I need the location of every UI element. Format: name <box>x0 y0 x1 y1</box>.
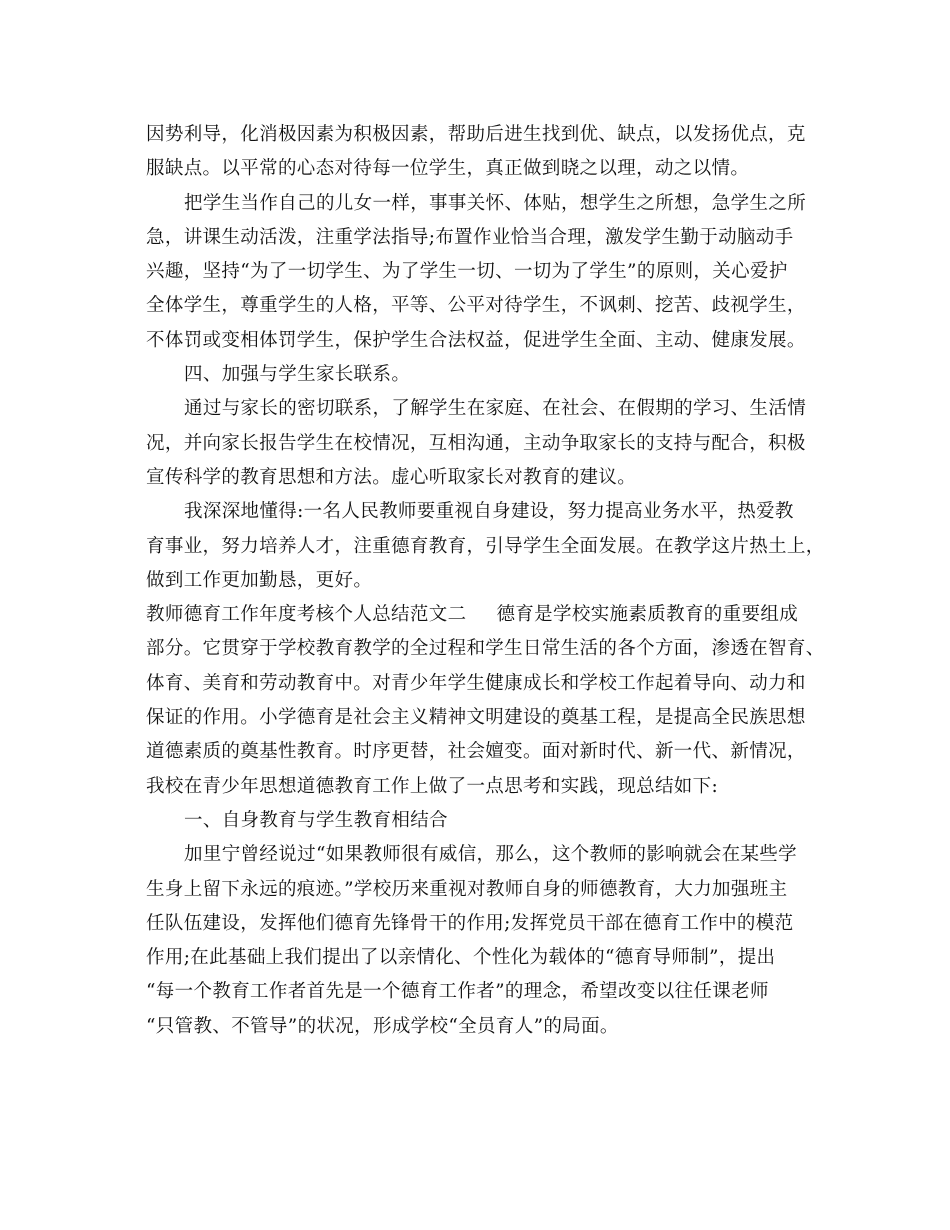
paragraph-start-line: 把学生当作自己的儿女一样，事事关怀、体贴，想学生之所想，急学生之所 <box>184 192 807 214</box>
paragraph-start-line: 加里宁曾经说过“如果教师很有威信，那么，这个教师的影响就会在某些学 <box>184 844 798 866</box>
text-line: “只管教、不管导”的状况，形成学校“全员育人”的局面。 <box>146 1015 619 1037</box>
text-line: 全体学生，尊重学生的人格，平等、公平对待学生，不讽刺、挖苦、歧视学生， <box>146 295 806 317</box>
text-line: 任队伍建设，发挥他们德育先锋骨干的作用;发挥党员干部在德育工作中的模范 <box>146 912 794 934</box>
text-line: 部分。它贯穿于学校教育教学的全过程和学生日常生活的各个方面，渗透在智育、 <box>146 638 825 660</box>
text-line: 服缺点。以平常的心态对待每一位学生，真正做到晓之以理，动之以情。 <box>146 158 750 180</box>
text-line: 我校在青少年思想道德教育工作上做了一点思考和实践，现总结如下: <box>146 775 719 797</box>
text-line: 急，讲课生动活泼，注重学法指导;布置作业恰当合理，激发学生勤于动脑动手 <box>146 226 794 248</box>
text-line: 道德素质的奠基性教育。时序更替，社会嬗变。面对新时代、新一代、新情况， <box>146 741 806 763</box>
document-body <box>146 118 825 1044</box>
text-line: 育事业，努力培养人才，注重德育教育，引导学生全面发展。在教学这片热土上， <box>146 535 825 557</box>
text-line: 保证的作用。小学德育是社会主义精神文明建设的奠基工程，是提高全民族思想 <box>146 707 806 729</box>
paragraph-start-line: 通过与家长的密切联系，了解学生在家庭、在社会、在假期的学习、生活情 <box>184 398 807 420</box>
text-line: 兴趣，坚持“为了一切学生、为了学生一切、一切为了学生”的原则，关心爱护 <box>146 261 788 283</box>
text-line: “每一个教育工作者首先是一个德育工作者”的理念，希望改变以往任课老师 <box>146 981 769 1003</box>
section-heading: 一、自身教育与学生教育相结合 <box>184 809 448 831</box>
text-line: 做到工作更加勤恳，更好。 <box>146 569 373 591</box>
text-line: 不体罚或变相体罚学生，保护学生合法权益，促进学生全面、主动、健康发展。 <box>146 329 806 351</box>
title-line <box>146 598 806 632</box>
text-line: 体育、美育和劳动教育中。对青少年学生健康成长和学校工作起着导向、动力和 <box>146 672 806 694</box>
article-title: 教师德育工作年度考核个人总结范文二 <box>146 604 467 626</box>
text-line: 况，并向家长报告学生在校情况，互相沟通，主动争取家长的支持与配合，积极 <box>146 432 806 454</box>
article-intro: 德育是学校实施素质教育的重要组成 <box>496 604 799 626</box>
text-line: 作用;在此基础上我们提出了以亲情化、个性化为载体的“德育导师制”，提出 <box>146 947 776 969</box>
text-line: 因势利导，化消极因素为积极因素，帮助后进生找到优、缺点，以发扬优点，克 <box>146 124 806 145</box>
section-heading: 四、加强与学生家长联系。 <box>184 364 411 386</box>
text-line: 宣传科学的教育思想和方法。虚心听取家长对教育的建议。 <box>146 466 637 488</box>
paragraph-start-line: 我深深地懂得:一名人民教师要重视自身建设，努力提高业务水平，热爱教 <box>184 501 794 523</box>
text-line: 生身上留下永远的痕迹。”学校历来重视对教师自身的师德教育，大力加强班主 <box>146 878 788 900</box>
